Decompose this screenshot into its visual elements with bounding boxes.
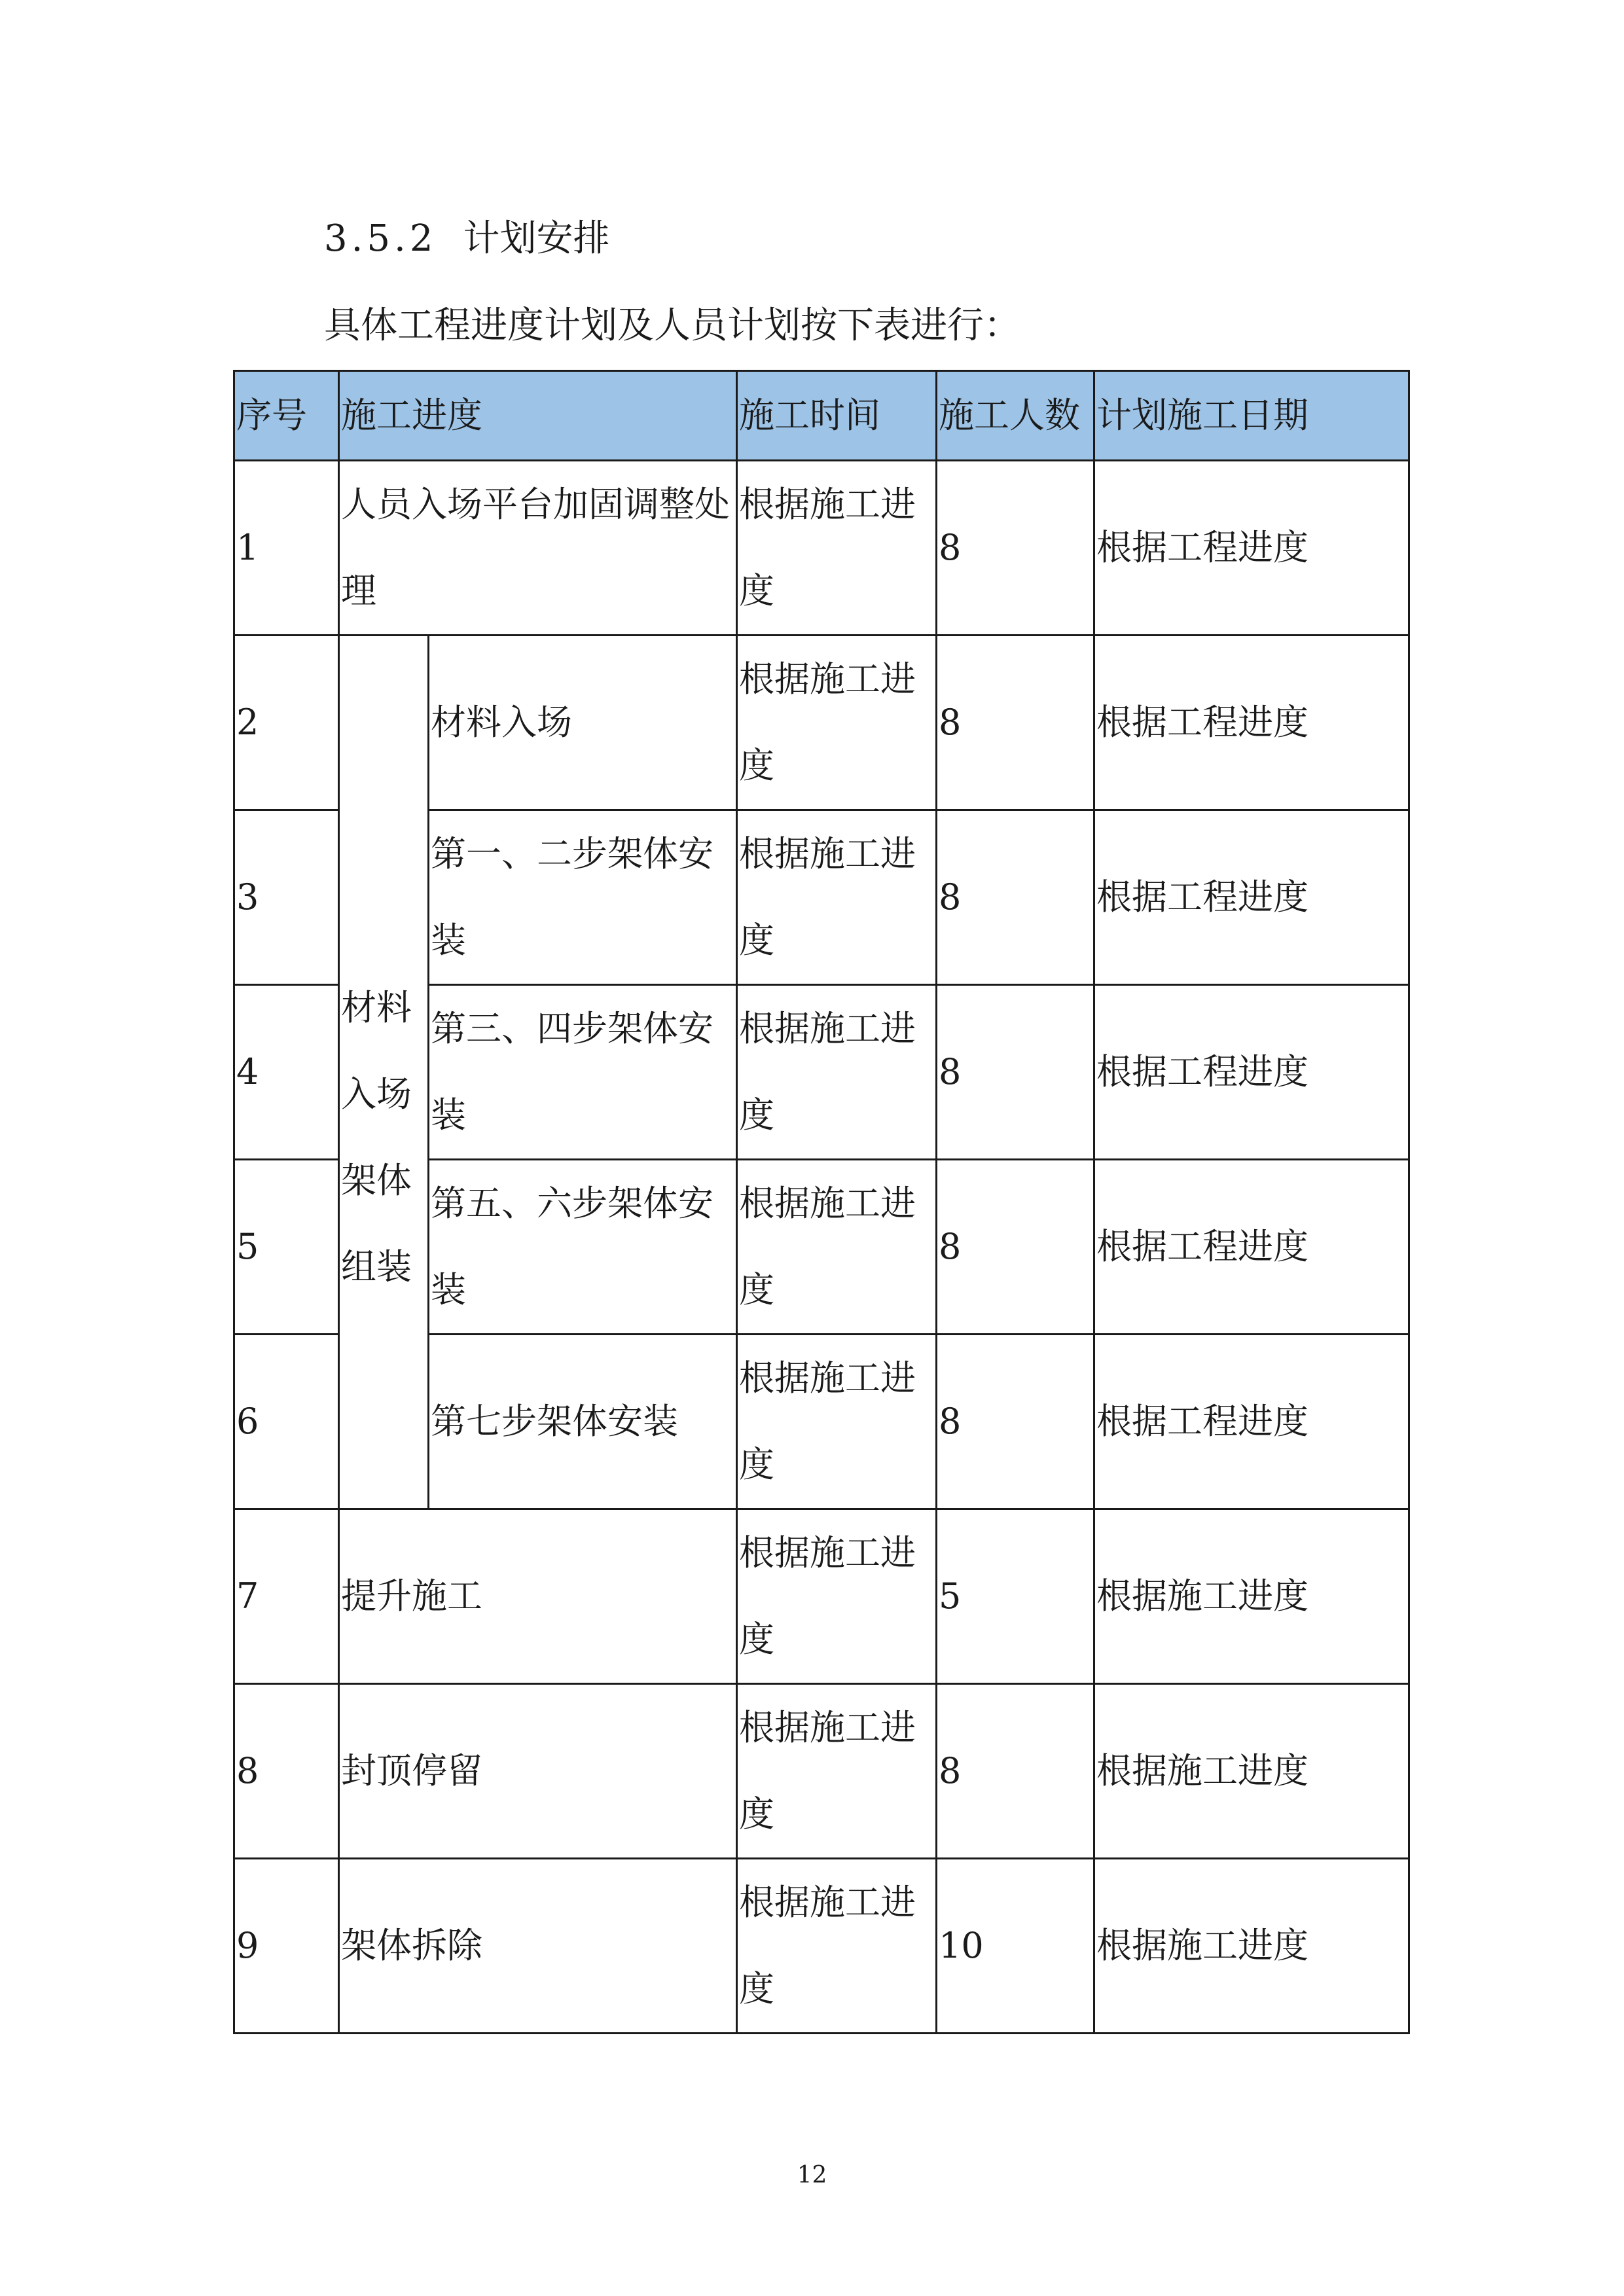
- section-title: 计划安排: [463, 217, 610, 260]
- table-row: [234, 1509, 1409, 1684]
- cell-progress: 第七步架体安装: [429, 1335, 737, 1509]
- cell-no: 3: [234, 810, 339, 985]
- header-workers: 施工人数: [937, 371, 1094, 461]
- cell-time: 根据施工进度: [737, 1684, 937, 1859]
- cell-progress: 第三、四步架体安装: [429, 985, 737, 1160]
- cell-progress: 架体拆除: [339, 1859, 737, 2034]
- schedule-table: [233, 370, 1410, 2034]
- cell-date: 根据工程进度: [1094, 1335, 1409, 1509]
- page-number: 12: [797, 2162, 827, 2189]
- cell-no: 7: [234, 1509, 339, 1684]
- section-heading: [324, 213, 610, 265]
- cell-no: 6: [234, 1335, 339, 1509]
- cell-workers: 8: [937, 1684, 1094, 1859]
- cell-group-label: 材料入场架体组装: [339, 636, 429, 1509]
- cell-time: 根据施工进度: [737, 1509, 937, 1684]
- table-row: [234, 636, 1409, 810]
- cell-workers: 8: [937, 1160, 1094, 1335]
- cell-time: 根据施工进度: [737, 1335, 937, 1509]
- cell-progress: 提升施工: [339, 1509, 737, 1684]
- cell-progress: 人员入场平台加固调整处理: [339, 461, 737, 636]
- cell-no: 9: [234, 1859, 339, 2034]
- cell-workers: 8: [937, 461, 1094, 636]
- intro-paragraph: 具体工程进度计划及人员计划按下表进行：: [324, 304, 1020, 347]
- table-row: [234, 1859, 1409, 2034]
- cell-workers: 8: [937, 810, 1094, 985]
- cell-time: 根据施工进度: [737, 636, 937, 810]
- cell-date: 根据施工进度: [1094, 1509, 1409, 1684]
- cell-workers: 10: [937, 1859, 1094, 2034]
- cell-workers: 5: [937, 1509, 1094, 1684]
- header-date: 计划施工日期: [1094, 371, 1409, 461]
- cell-date: 根据施工进度: [1094, 1684, 1409, 1859]
- section-number: 3.5.2: [324, 217, 437, 260]
- cell-time: 根据施工进度: [737, 1160, 937, 1335]
- cell-time: 根据施工进度: [737, 461, 937, 636]
- header-progress: 施工进度: [339, 371, 737, 461]
- table-row: [234, 461, 1409, 636]
- cell-no: 2: [234, 636, 339, 810]
- cell-no: 1: [234, 461, 339, 636]
- cell-date: 根据工程进度: [1094, 1160, 1409, 1335]
- cell-date: 根据工程进度: [1094, 985, 1409, 1160]
- cell-time: 根据施工进度: [737, 1859, 937, 2034]
- cell-date: 根据施工进度: [1094, 1859, 1409, 2034]
- cell-progress: 第一、二步架体安装: [429, 810, 737, 985]
- cell-workers: 8: [937, 985, 1094, 1160]
- cell-progress: 第五、六步架体安装: [429, 1160, 737, 1335]
- cell-time: 根据施工进度: [737, 810, 937, 985]
- cell-date: 根据工程进度: [1094, 636, 1409, 810]
- cell-progress: 封顶停留: [339, 1684, 737, 1859]
- cell-no: 4: [234, 985, 339, 1160]
- cell-date: 根据工程进度: [1094, 810, 1409, 985]
- cell-date: 根据工程进度: [1094, 461, 1409, 636]
- table-header-row: [234, 371, 1409, 461]
- cell-workers: 8: [937, 1335, 1094, 1509]
- cell-progress: 材料入场: [429, 636, 737, 810]
- cell-time: 根据施工进度: [737, 985, 937, 1160]
- table-row: [234, 1684, 1409, 1859]
- cell-no: 5: [234, 1160, 339, 1335]
- cell-no: 8: [234, 1684, 339, 1859]
- header-seq: 序号: [234, 371, 339, 461]
- cell-workers: 8: [937, 636, 1094, 810]
- header-time: 施工时间: [737, 371, 937, 461]
